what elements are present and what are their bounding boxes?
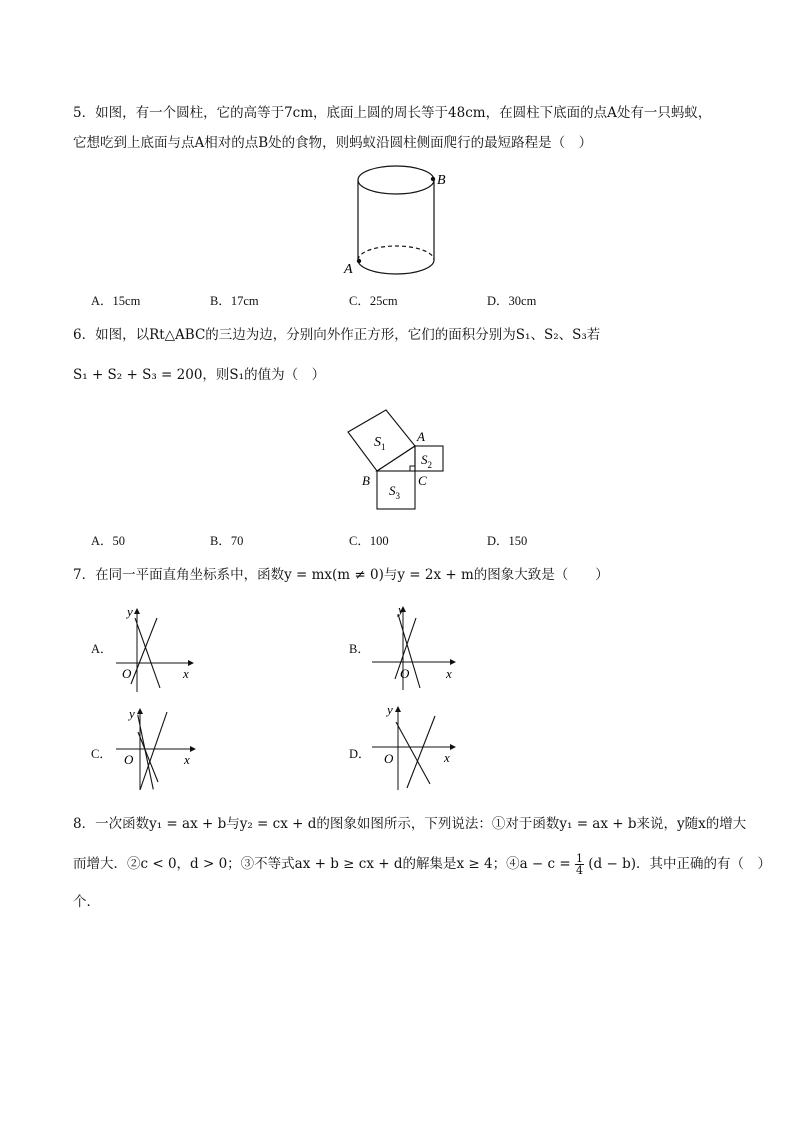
fraction-numerator: 1 bbox=[575, 852, 583, 865]
origin-label: O bbox=[124, 752, 134, 767]
fraction-one-quarter bbox=[575, 853, 584, 876]
label-b: B bbox=[437, 173, 446, 188]
label-a: A bbox=[417, 429, 425, 444]
label-c: C bbox=[418, 473, 427, 488]
label-s3: $S_3$ bbox=[389, 483, 400, 501]
label-s2: $S_2$ bbox=[421, 452, 432, 470]
x-axis-label: x bbox=[446, 666, 452, 681]
q6-option-a[interactable]: A．50 bbox=[91, 534, 126, 548]
origin-label: O bbox=[122, 666, 132, 681]
x-axis-label: x bbox=[183, 666, 189, 681]
q5-option-a[interactable]: A．15cm bbox=[91, 294, 141, 308]
q7-graph-d[interactable] bbox=[370, 702, 462, 794]
y-axis-label: y bbox=[127, 604, 133, 619]
origin-label: O bbox=[384, 751, 394, 766]
q6-option-c[interactable]: C．100 bbox=[349, 534, 389, 548]
q7-option-a-label[interactable]: A． bbox=[91, 642, 113, 656]
label-b: B bbox=[362, 473, 370, 488]
q8-text-line2 bbox=[73, 853, 771, 876]
label-a: A bbox=[344, 262, 353, 277]
x-axis-label: x bbox=[444, 750, 450, 765]
q5-text-line1: 5．如图，有一个圆柱，它的高等于7cm，底面上圆的周长等于48cm，在圆柱下底面的点A处有一只蚂蚁， bbox=[73, 105, 712, 121]
q7-option-d-label[interactable]: D． bbox=[349, 747, 371, 761]
q7-graph-a[interactable] bbox=[112, 604, 202, 694]
q7-text-line1: 7．在同一平面直角坐标系中，函数y = mx(m ≠ 0)与y = 2x + m的图象大致是（ ） bbox=[73, 567, 609, 583]
q5-option-c[interactable]: C．25cm bbox=[349, 294, 398, 308]
q6-text-line2: S₁ + S₂ + S₃ = 200，则S₁的值为（ ） bbox=[73, 367, 326, 383]
label-s1: $S_1$ bbox=[374, 435, 386, 452]
squares-figure bbox=[340, 405, 460, 520]
q8-text-line2a: 而增大．②c < 0，d > 0；③不等式ax + b ≥ cx + d的解集是x ≥ 4；④a − c = bbox=[73, 856, 571, 872]
q7-graph-b[interactable] bbox=[370, 602, 462, 694]
origin-label: O bbox=[400, 666, 410, 681]
q8-text-line3: 个． bbox=[73, 894, 100, 910]
q6-option-b[interactable]: B．70 bbox=[210, 534, 244, 548]
cylinder-figure bbox=[340, 160, 450, 280]
q5-option-b[interactable]: B．17cm bbox=[210, 294, 259, 308]
q8-text-line2b: (d − b)．其中正确的有（ ） bbox=[588, 856, 771, 872]
y-axis-label: y bbox=[129, 706, 135, 721]
q7-option-c-label[interactable]: C． bbox=[91, 747, 112, 761]
y-axis-label: y bbox=[387, 702, 393, 717]
q7-option-b-label[interactable]: B． bbox=[349, 642, 370, 656]
q5-text-line2: 它想吃到上底面与点A相对的点B处的食物，则蚂蚁沿圆柱侧面爬行的最短路程是（ ） bbox=[73, 135, 593, 151]
q5-option-d[interactable]: D．30cm bbox=[487, 294, 537, 308]
q7-graph-c[interactable] bbox=[112, 704, 202, 794]
q6-text-line1: 6．如图，以Rt△ABC的三边为边，分别向外作正方形，它们的面积分别为S₁、S₂、S₃若 bbox=[73, 327, 601, 343]
q8-text-line1: 8．一次函数y₁ = ax + b与y₂ = cx + d的图象如图所示，下列说法：①对于函数y₁ = ax + b来说，y随x的增大 bbox=[73, 816, 747, 832]
y-axis-label: y bbox=[398, 602, 404, 617]
x-axis-label: x bbox=[184, 752, 190, 767]
q6-option-d[interactable]: D．150 bbox=[487, 534, 528, 548]
fraction-denominator: 4 bbox=[575, 864, 583, 877]
